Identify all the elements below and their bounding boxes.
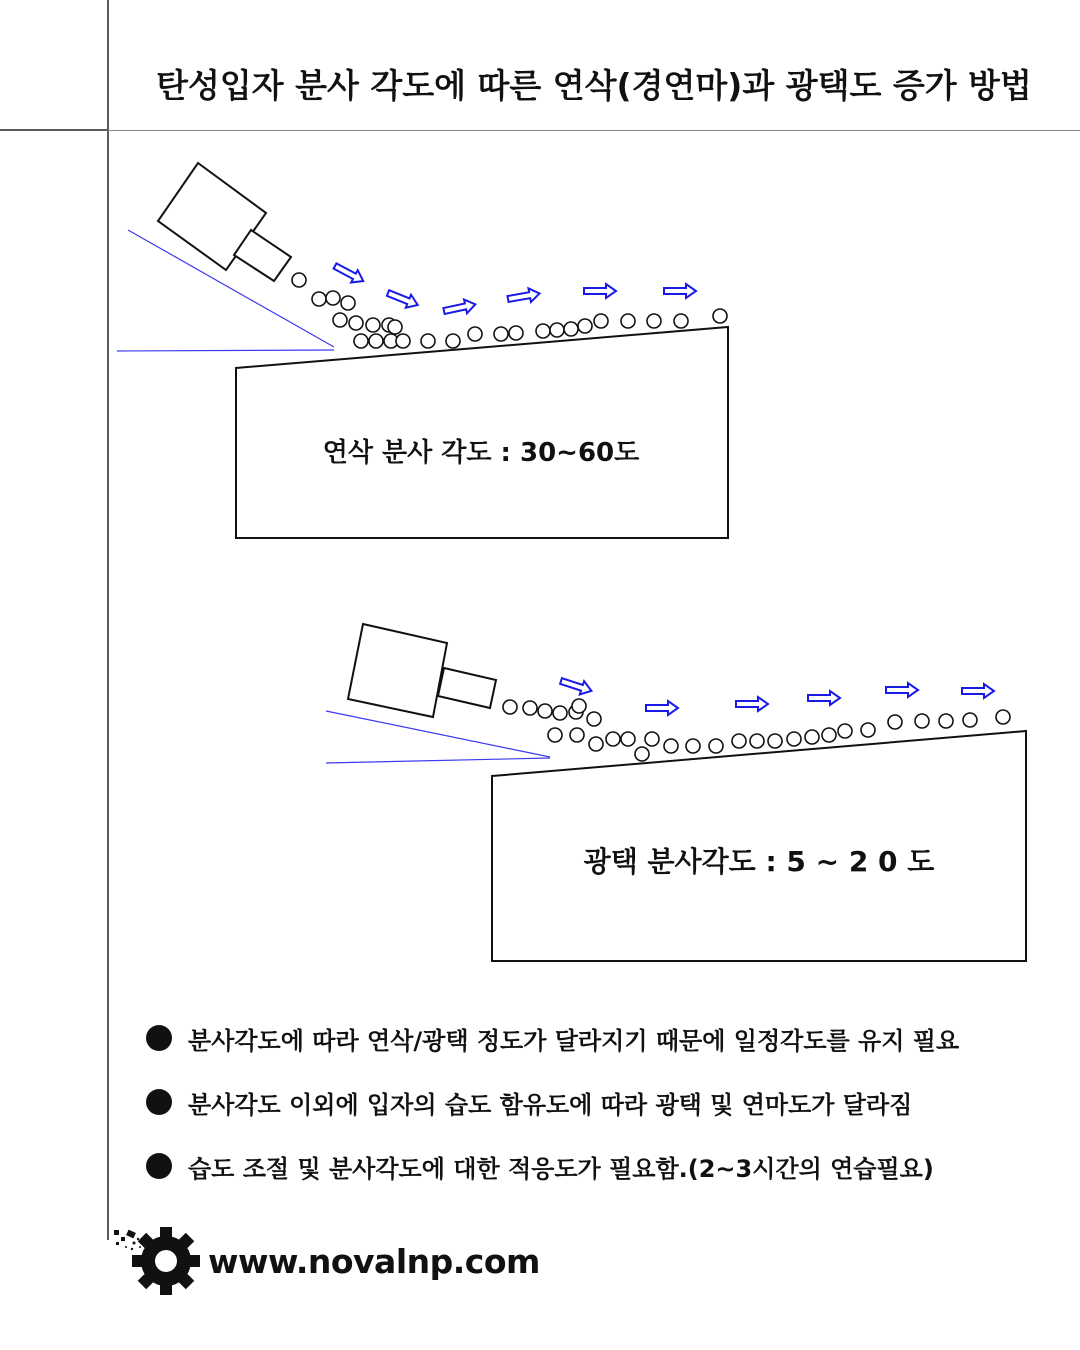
particle [915,714,929,728]
particle [686,739,700,753]
particle [888,715,902,729]
particle [838,724,852,738]
particle [635,747,649,761]
nozzle-body-2 [348,624,447,717]
spray-line-upper-2 [326,711,550,757]
particle [589,737,603,751]
spray-line-lower-1 [117,350,334,351]
particle [587,712,601,726]
bullet-icon [146,1025,172,1051]
particle [805,730,819,744]
particle [548,728,562,742]
particle [709,739,723,753]
particle [564,322,578,336]
particle [664,739,678,753]
particle [822,728,836,742]
particle [421,334,435,348]
particle [732,734,746,748]
grinding-diagram [117,163,728,538]
particle [538,704,552,718]
particle [503,700,517,714]
flow-arrow [385,287,420,312]
flow-arrow [736,697,768,711]
particle [369,334,383,348]
gear-spray-icon [112,1225,204,1297]
flow-arrow [559,674,594,697]
particle [312,292,326,306]
particle [621,732,635,746]
particle [713,309,727,323]
particle [396,334,410,348]
particle [354,334,368,348]
notes-list [146,1018,1076,1210]
particle [292,273,306,287]
particle [578,319,592,333]
particle [645,732,659,746]
particle [523,701,537,715]
particle [621,314,635,328]
particle [939,714,953,728]
list-item [146,1082,1076,1122]
flow-arrow [962,684,994,698]
particle [326,291,340,305]
flow-arrow [507,287,541,306]
particle [509,326,523,340]
flow-arrows-1 [332,260,696,318]
particle [963,713,977,727]
flow-arrow [664,284,696,298]
particle [468,327,482,341]
particle [446,334,460,348]
particle [606,732,620,746]
particle [861,723,875,737]
flow-arrow [646,701,678,715]
particle [553,706,567,720]
flow-arrow [584,284,616,298]
particle [550,323,564,337]
particle [494,327,508,341]
flow-arrow [443,297,477,317]
particle [787,732,801,746]
polishing-angle-label: 광택 분사각도 : 5 ~ 2 0 도 [583,845,935,878]
note-text: 분사각도 이외에 입자의 습도 함유도에 따라 광택 및 연마도가 달라짐 [188,1090,913,1119]
note-text: 분사각도에 따라 연삭/광택 정도가 달라지기 때문에 일정각도를 유지 필요 [188,1026,960,1055]
bullet-icon [146,1089,172,1115]
particle [674,314,688,328]
particle [333,313,347,327]
bullet-icon [146,1153,172,1179]
particle [570,728,584,742]
particle [768,734,782,748]
particle [750,734,764,748]
flow-arrow [332,260,367,287]
particle [366,318,380,332]
page-title: 탄성입자 분사 각도에 따른 연삭(경연마)과 광택도 증가 방법 [156,66,1032,105]
nozzle-tip-2 [438,668,496,708]
flow-arrow [886,683,918,697]
flow-arrows-2 [559,674,994,715]
particle [388,320,402,334]
flow-arrow [808,691,840,705]
footer [112,1225,540,1297]
particle [572,699,586,713]
particle [647,314,661,328]
note-text: 습도 조절 및 분사각도에 대한 적응도가 필요함.(2~3시간의 연습필요) [188,1154,934,1183]
particle [349,316,363,330]
particle [594,314,608,328]
website-url: www.novalnp.com [208,1241,540,1281]
grinding-angle-label: 연삭 분사 각도 : 30~60도 [322,438,640,468]
spray-line-lower-2 [326,758,550,763]
polishing-diagram [326,624,1026,961]
list-item [146,1146,1076,1186]
particle [341,296,355,310]
particle [536,324,550,338]
particle [996,710,1010,724]
list-item [146,1018,1076,1058]
